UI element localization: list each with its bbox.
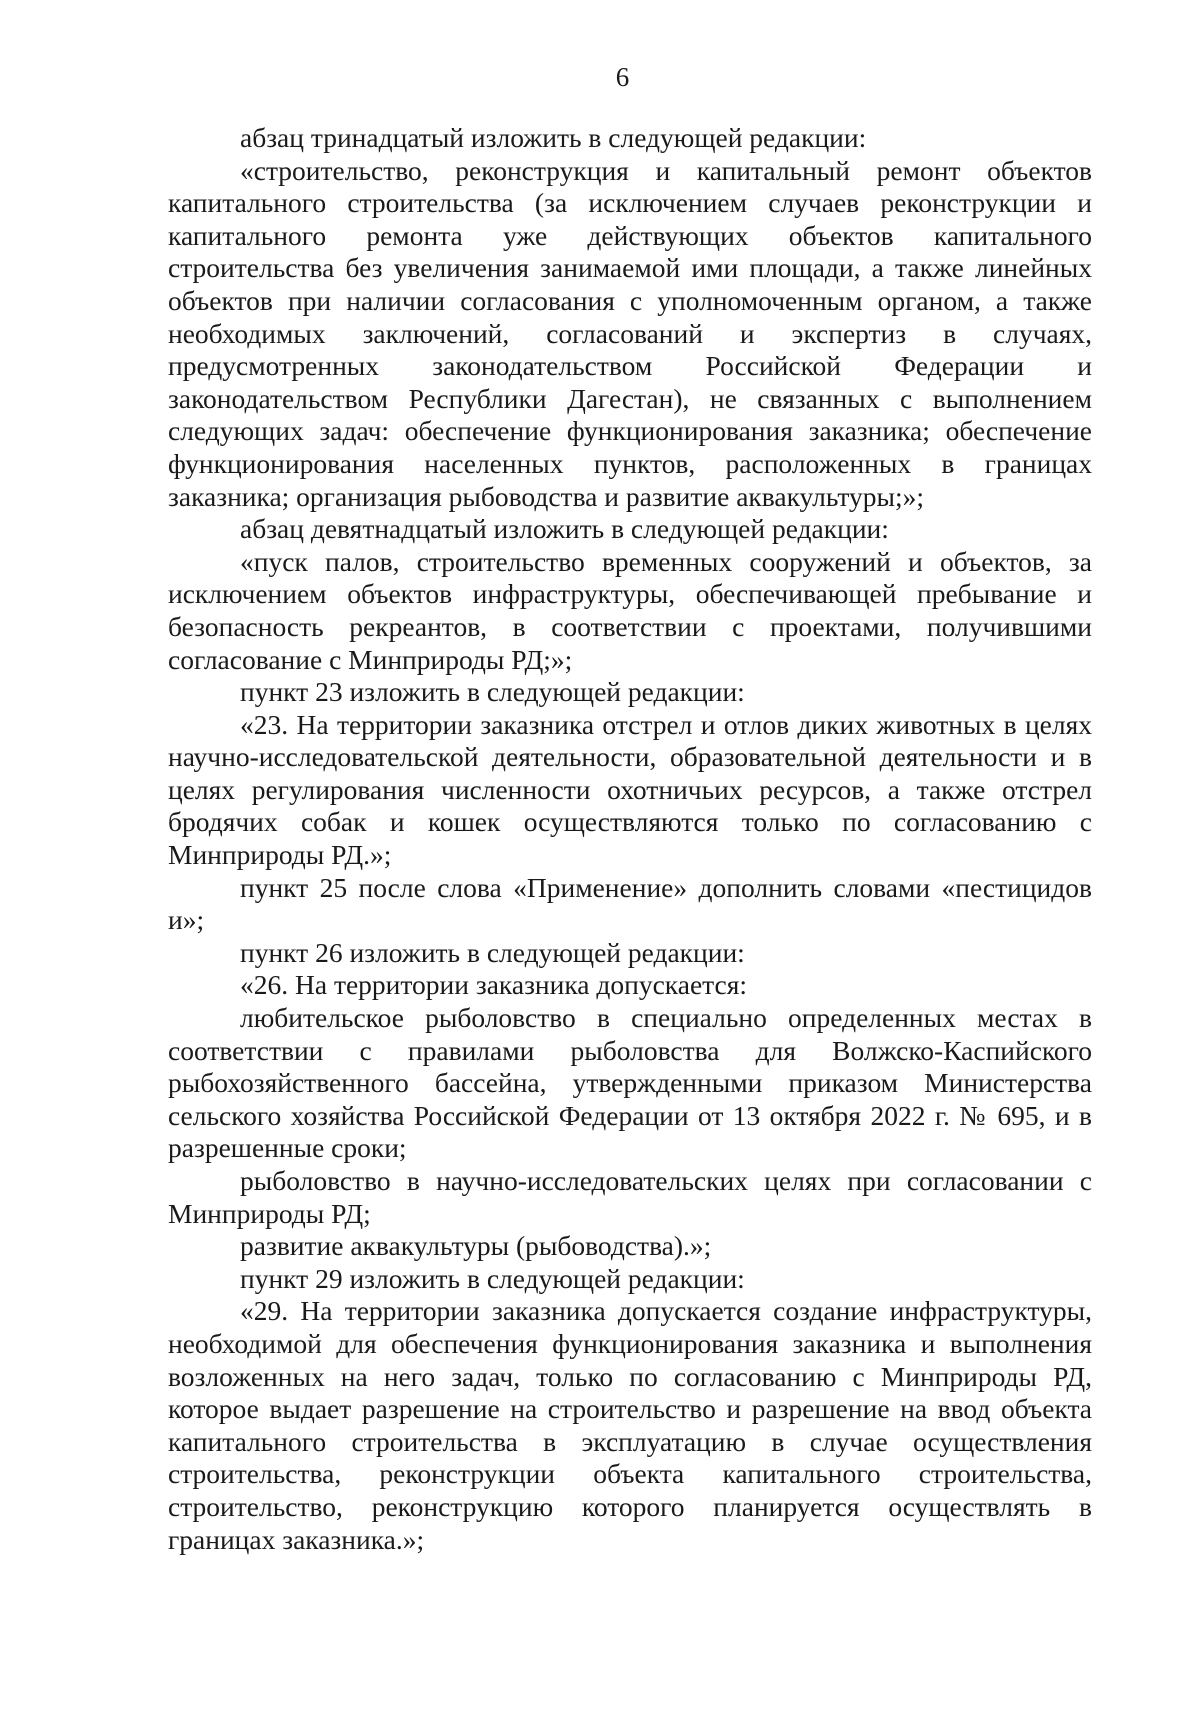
page-number: 6 bbox=[615, 62, 630, 92]
paragraph-3: абзац девятнадцатый изложить в следующей редакции: bbox=[240, 513, 889, 545]
paragraph-4: «пуск палов, строительство временных сооружений и объектов, за исключением объектов инфраструктуры, обеспечивающей пребывание и безопасность рекреантов, в соответствии с проектами, получившими согласование с Минприроды РД;»; bbox=[168, 545, 1092, 675]
paragraph-10: любительское рыболовство в специально определенных местах в соответствии с правилами рыболовства для Волжско-Каспийского рыбохозяйственного бассейна, утвержденными приказом Министерства сельского хозяйства Российской Федерации от 13 октября 2022 г. № 695, и в разрешенные сроки; bbox=[168, 1002, 1092, 1164]
paragraph-11: рыболовство в научно-исследовательских целях при согласовании с Минприроды РД; bbox=[168, 1165, 1092, 1229]
paragraph-14: «29. На территории заказника допускается создание инфраструктуры, необходимой для обеспечения функционирования заказника и выполнения возложенных на него задач, только по согласованию с Минприроды РД, которое выдает разрешение на строительство и разрешение на ввод объекта капитального строительства в эксплуатацию в случае осуществления строительства, реконструкции объекта капитального строительства, строительство, реконструкцию которого планируется осуществлять в границах заказника.»; bbox=[168, 1295, 1092, 1555]
paragraph-8: пункт 26 изложить в следующей редакции: bbox=[240, 936, 745, 968]
paragraph-13: пункт 29 изложить в следующей редакции: bbox=[240, 1262, 745, 1294]
paragraph-2: «строительство, реконструкция и капитальный ремонт объектов капитального строительства (за исключением случаев реконструкции и капитального ремонта уже действующих объектов капитального строительства без увеличения занимаемой ими площади, а также линейных объектов при наличии согласования с уполномоченным органом, а также необходимых заключений, согласований и экспертиз в случаях, предусмотренных законодательством Российской Федерации и законодательством Республики Дагестан), не связанных с выполнением следующих задач: обеспечение функционирования заказника; обеспечение функционирования населенных пунктов, расположенных в границах заказника; организация рыбоводства и развитие аквакультуры;»; bbox=[168, 154, 1092, 512]
paragraph-7: пункт 25 после слова «Применение» дополнить словами «пестицидов и»; bbox=[168, 871, 1092, 936]
document-body bbox=[168, 122, 1092, 1556]
paragraph-12: развитие аквакультуры (рыбоводства).»; bbox=[240, 1230, 712, 1262]
paragraph-6: «23. На территории заказника отстрел и отлов диких животных в целях научно-исследовательской деятельности, образовательной деятельности и в целях регулирования численности охотничьих ресурсов, а также отстрел бродячих собак и кошек осуществляются только по согласованию с Минприроды РД.»; bbox=[168, 708, 1092, 871]
paragraph-5: пункт 23 изложить в следующей редакции: bbox=[240, 676, 745, 708]
paragraph-9: «26. На территории заказника допускается: bbox=[240, 969, 748, 1001]
paragraph-1: абзац тринадцатый изложить в следующей редакции: bbox=[240, 122, 867, 153]
